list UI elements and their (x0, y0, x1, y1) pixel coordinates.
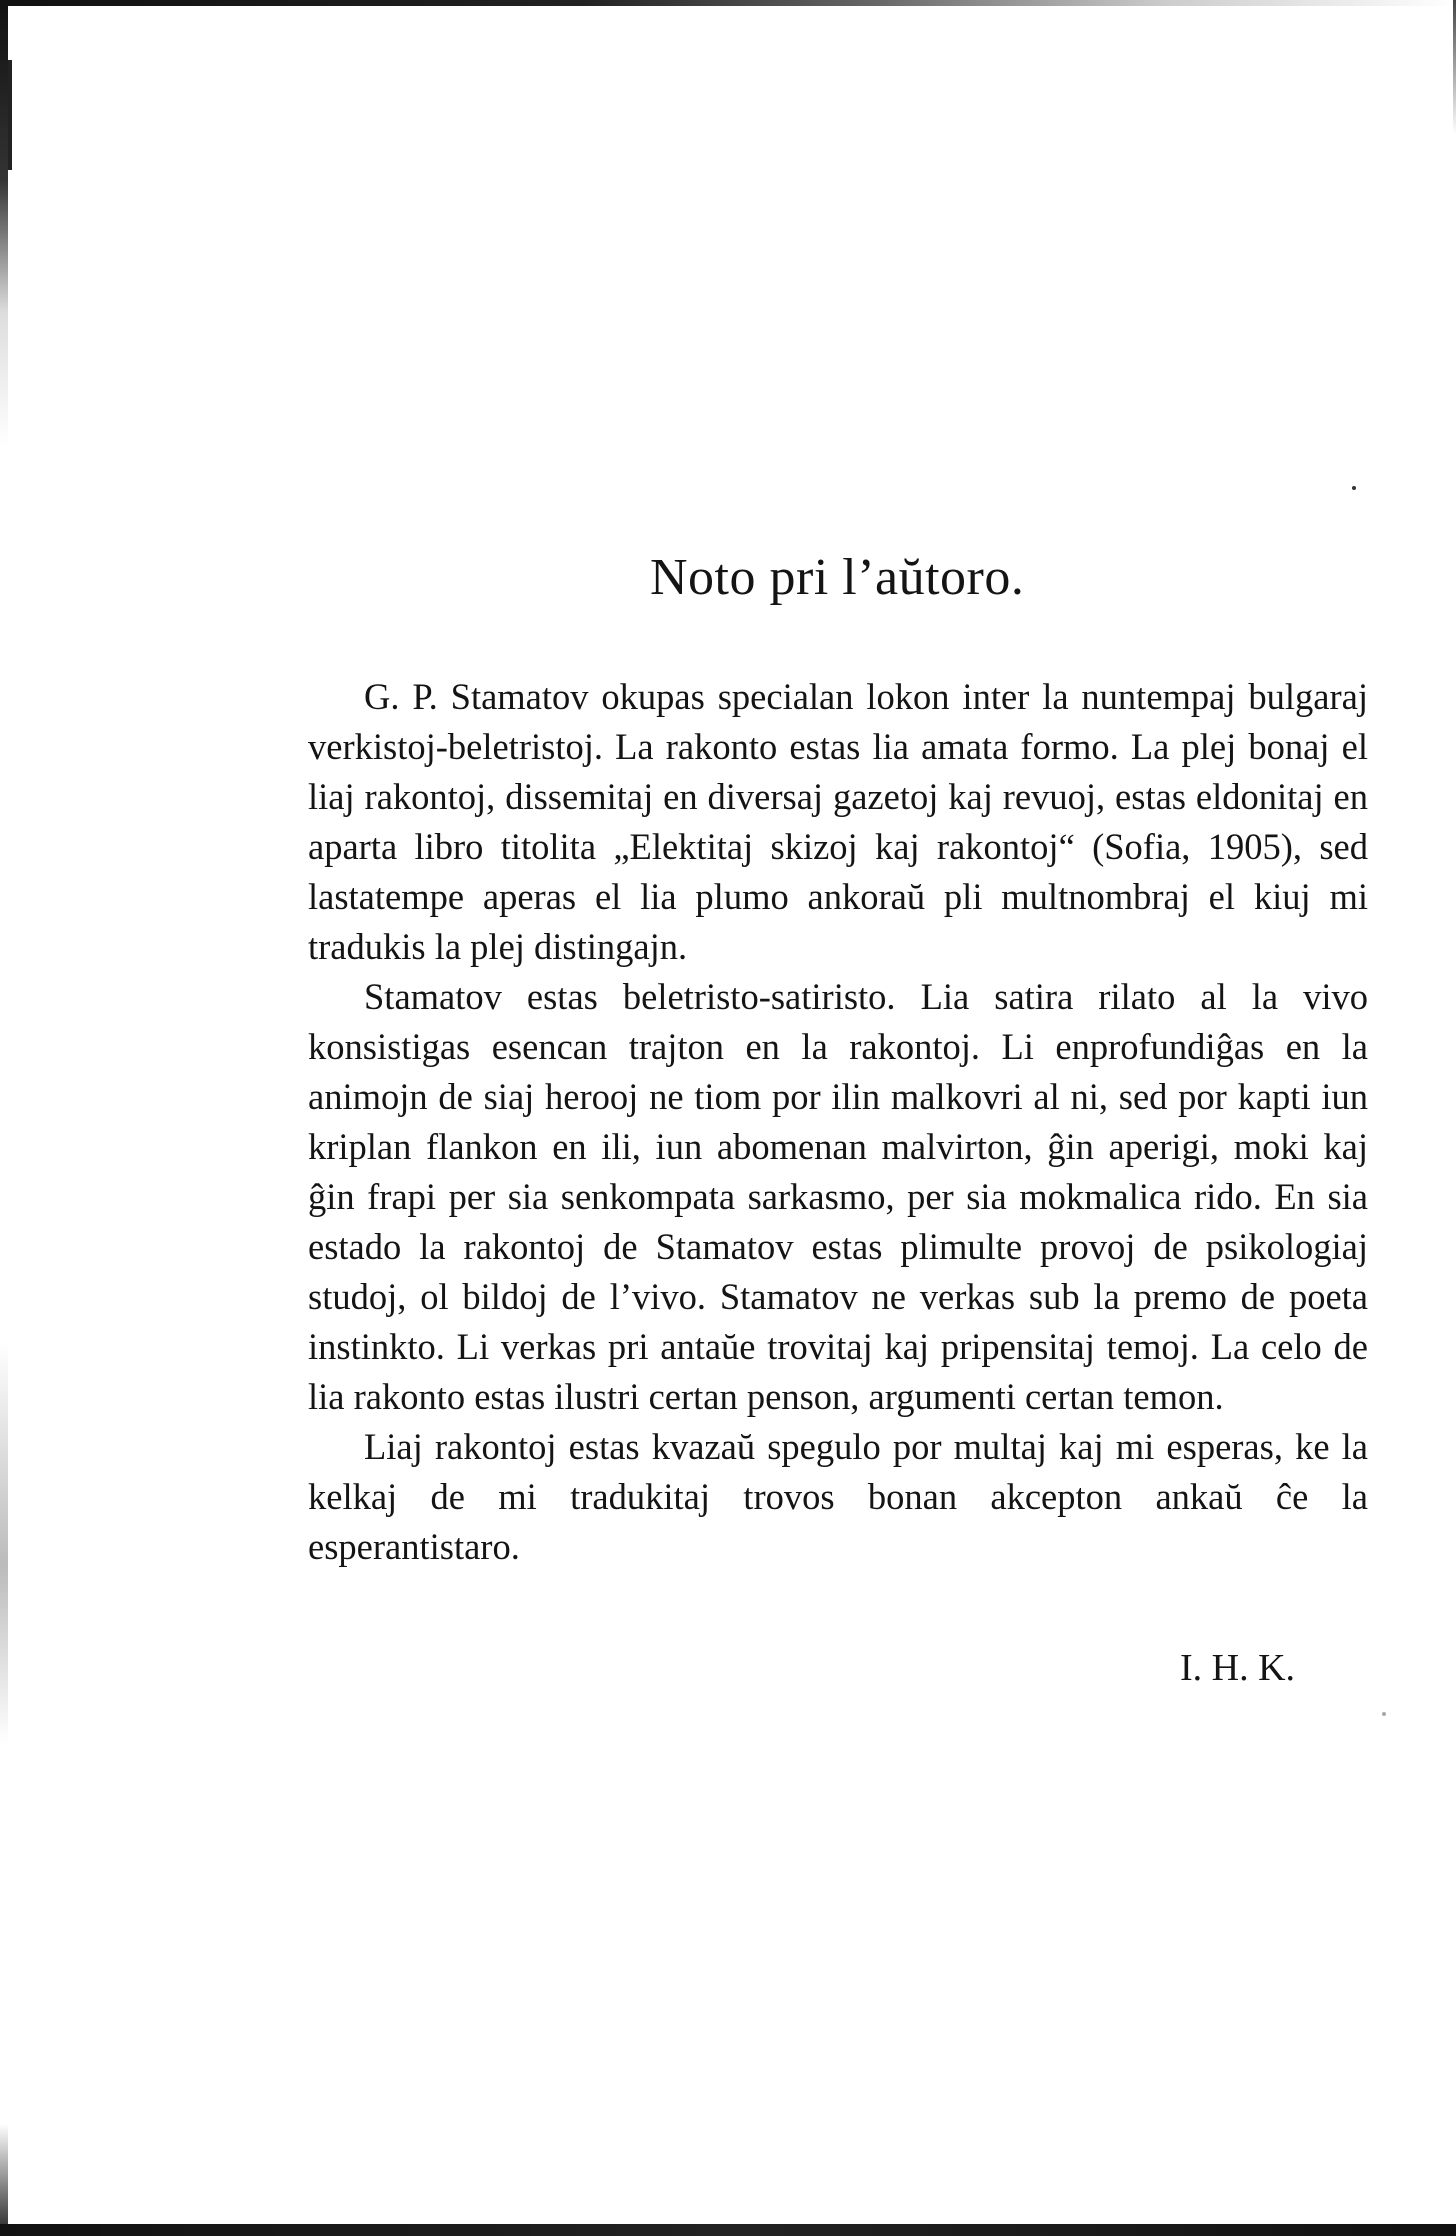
paragraph: G. P. Stamatov okupas specialan lokon inter la nuntempaj bulgaraj verkistoj-beletristoj. La rakonto estas lia amata formo. La plej bonaj el liaj rakontoj, dissemitaj en diversaj gazetoj kaj revuoj, estas eldonitaj en aparta libro titolita „Elektitaj skizoj kaj rakontoj“ (Sofia, 1905), sed lastatempe aperas el lia plumo ankoraŭ pli multnombraj el kiuj mi tradukis la plej distingajn. (308, 676, 1368, 967)
scan-edge-left (0, 0, 8, 2236)
body-text (308, 672, 1368, 1572)
scan-edge-bottom (0, 2224, 1456, 2236)
page-title: Noto pri l’aŭtoro. (650, 549, 1025, 606)
author-signature: I. H. K. (1180, 1647, 1296, 1689)
scan-speck (1382, 1712, 1386, 1716)
scan-speck (1352, 486, 1356, 490)
scan-edge-mark (8, 60, 12, 170)
scan-edge-top (0, 0, 1456, 6)
paragraph: Stamatov estas beletristo-satiristo. Lia satira rilato al la vivo konsistigas esencan trajton en la rakontoj. Li enprofundiĝas en la animojn de siaj herooj ne tiom por ilin malkovri al ni, sed por kapti iun kriplan flankon en ili, iun abomenan malvirton, ĝin aperigi, moki kaj ĝin frapi per sia senkompata sarkasmo, per sia mokmalica rido. En sia estado la rakontoj de Stamatov estas plimulte provoj de psikologiaj studoj, ol bildoj de l’vivo. Stamatov ne verkas sub la premo de poeta instinkto. Li verkas pri antaŭe trovitaj kaj pripensitaj temoj. La celo de lia rakonto estas ilustri certan penson, argumenti certan temon. (308, 976, 1368, 1417)
paragraph: Liaj rakontoj estas kvazaŭ spegulo por multaj kaj mi esperas, ke la kelkaj de mi tradukitaj trovos bonan akcepton ankaŭ ĉe la esperantistaro. (308, 1426, 1368, 1567)
